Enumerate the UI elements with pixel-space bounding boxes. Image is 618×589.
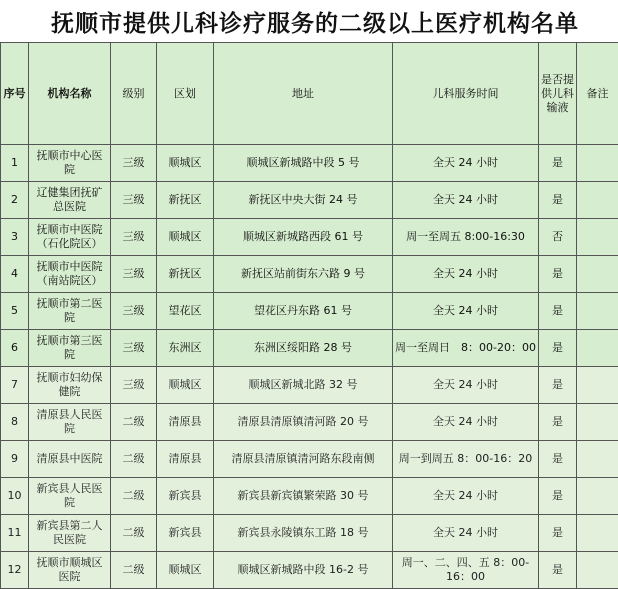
cell-district: 清原县 bbox=[157, 404, 214, 441]
cell-remarks bbox=[577, 182, 618, 219]
cell-hours: 全天 24 小时 bbox=[393, 478, 539, 515]
cell-district: 新宾县 bbox=[157, 478, 214, 515]
table-row bbox=[1, 182, 618, 219]
table-row bbox=[1, 256, 618, 293]
cell-name: 抚顺市中心医院 bbox=[29, 145, 111, 182]
cell-index: 10 bbox=[1, 478, 29, 515]
cell-index: 12 bbox=[1, 552, 29, 589]
cell-index: 3 bbox=[1, 219, 29, 256]
cell-hours: 周一到周五 8：00-16：20 bbox=[393, 441, 539, 478]
cell-index: 5 bbox=[1, 293, 29, 330]
cell-infusion: 是 bbox=[539, 293, 577, 330]
cell-infusion: 是 bbox=[539, 330, 577, 367]
cell-hours: 全天 24 小时 bbox=[393, 145, 539, 182]
table-row bbox=[1, 404, 618, 441]
cell-district: 新抚区 bbox=[157, 182, 214, 219]
cell-name: 新宾县第二人民医院 bbox=[29, 515, 111, 552]
cell-address: 顺城区新城北路 32 号 bbox=[214, 367, 393, 404]
cell-level: 三级 bbox=[111, 219, 157, 256]
cell-infusion: 否 bbox=[539, 219, 577, 256]
cell-index: 4 bbox=[1, 256, 29, 293]
cell-name: 抚顺市中医院（石化院区） bbox=[29, 219, 111, 256]
header-index: 序号 bbox=[1, 43, 29, 145]
cell-infusion: 是 bbox=[539, 515, 577, 552]
cell-name: 抚顺市妇幼保健院 bbox=[29, 367, 111, 404]
cell-district: 新宾县 bbox=[157, 515, 214, 552]
header-address: 地址 bbox=[214, 43, 393, 145]
table-row bbox=[1, 478, 618, 515]
cell-remarks bbox=[577, 219, 618, 256]
cell-hours: 全天 24 小时 bbox=[393, 515, 539, 552]
table-header bbox=[1, 43, 618, 145]
cell-district: 顺城区 bbox=[157, 219, 214, 256]
cell-infusion: 是 bbox=[539, 552, 577, 589]
cell-remarks bbox=[577, 256, 618, 293]
cell-level: 三级 bbox=[111, 293, 157, 330]
cell-name: 抚顺市第二医院 bbox=[29, 293, 111, 330]
cell-remarks bbox=[577, 367, 618, 404]
table-row bbox=[1, 515, 618, 552]
cell-level: 三级 bbox=[111, 256, 157, 293]
cell-address: 新抚区站前街东六路 9 号 bbox=[214, 256, 393, 293]
cell-name: 抚顺市顺城区医院 bbox=[29, 552, 111, 589]
header-district: 区划 bbox=[157, 43, 214, 145]
cell-remarks bbox=[577, 404, 618, 441]
cell-index: 1 bbox=[1, 145, 29, 182]
cell-address: 顺城区新城路西段 61 号 bbox=[214, 219, 393, 256]
hospital-table bbox=[0, 42, 618, 589]
cell-level: 二级 bbox=[111, 478, 157, 515]
cell-district: 清原县 bbox=[157, 441, 214, 478]
table-row bbox=[1, 145, 618, 182]
cell-address: 顺城区新城路中段 16-2 号 bbox=[214, 552, 393, 589]
cell-hours: 全天 24 小时 bbox=[393, 256, 539, 293]
cell-index: 9 bbox=[1, 441, 29, 478]
cell-name: 清原县人民医院 bbox=[29, 404, 111, 441]
header-level: 级别 bbox=[111, 43, 157, 145]
cell-district: 新抚区 bbox=[157, 256, 214, 293]
cell-infusion: 是 bbox=[539, 256, 577, 293]
header-remarks: 备注 bbox=[577, 43, 618, 145]
table-row bbox=[1, 367, 618, 404]
header-hours: 儿科服务时间 bbox=[393, 43, 539, 145]
cell-hours: 周一至周日 8：00-20：00 bbox=[393, 330, 539, 367]
table-row bbox=[1, 219, 618, 256]
cell-district: 望花区 bbox=[157, 293, 214, 330]
header-row bbox=[1, 43, 618, 145]
cell-index: 2 bbox=[1, 182, 29, 219]
table-row bbox=[1, 441, 618, 478]
cell-level: 三级 bbox=[111, 367, 157, 404]
cell-remarks bbox=[577, 330, 618, 367]
cell-district: 东洲区 bbox=[157, 330, 214, 367]
cell-district: 顺城区 bbox=[157, 552, 214, 589]
cell-remarks bbox=[577, 293, 618, 330]
cell-level: 三级 bbox=[111, 330, 157, 367]
cell-infusion: 是 bbox=[539, 441, 577, 478]
page-title: 抚顺市提供儿科诊疗服务的二级以上医疗机构名单 bbox=[0, 0, 618, 42]
cell-address: 顺城区新城路中段 5 号 bbox=[214, 145, 393, 182]
cell-name: 抚顺市第三医院 bbox=[29, 330, 111, 367]
cell-level: 三级 bbox=[111, 182, 157, 219]
table-row bbox=[1, 552, 618, 589]
cell-address: 新宾县新宾镇繁荣路 30 号 bbox=[214, 478, 393, 515]
cell-address: 新抚区中央大街 24 号 bbox=[214, 182, 393, 219]
cell-name: 清原县中医院 bbox=[29, 441, 111, 478]
cell-level: 二级 bbox=[111, 552, 157, 589]
cell-remarks bbox=[577, 515, 618, 552]
table-row bbox=[1, 293, 618, 330]
cell-level: 三级 bbox=[111, 145, 157, 182]
cell-remarks bbox=[577, 145, 618, 182]
cell-remarks bbox=[577, 478, 618, 515]
header-infusion: 是否提供儿科输液 bbox=[539, 43, 577, 145]
cell-infusion: 是 bbox=[539, 404, 577, 441]
cell-hours: 周一至周五 8:00-16:30 bbox=[393, 219, 539, 256]
cell-infusion: 是 bbox=[539, 367, 577, 404]
cell-district: 顺城区 bbox=[157, 367, 214, 404]
cell-name: 抚顺市中医院（南站院区） bbox=[29, 256, 111, 293]
cell-name: 辽健集团抚矿总医院 bbox=[29, 182, 111, 219]
cell-index: 7 bbox=[1, 367, 29, 404]
cell-remarks bbox=[577, 552, 618, 589]
cell-index: 6 bbox=[1, 330, 29, 367]
cell-infusion: 是 bbox=[539, 145, 577, 182]
cell-level: 二级 bbox=[111, 515, 157, 552]
cell-address: 东洲区绥阳路 28 号 bbox=[214, 330, 393, 367]
header-name: 机构名称 bbox=[29, 43, 111, 145]
table-row bbox=[1, 330, 618, 367]
cell-address: 清原县清原镇清河路 20 号 bbox=[214, 404, 393, 441]
cell-hours: 全天 24 小时 bbox=[393, 293, 539, 330]
cell-name: 新宾县人民医院 bbox=[29, 478, 111, 515]
cell-hours: 全天 24 小时 bbox=[393, 367, 539, 404]
cell-district: 顺城区 bbox=[157, 145, 214, 182]
cell-infusion: 是 bbox=[539, 182, 577, 219]
cell-hours: 周一、二、四、五 8：00-16：00 bbox=[393, 552, 539, 589]
cell-hours: 全天 24 小时 bbox=[393, 182, 539, 219]
cell-infusion: 是 bbox=[539, 478, 577, 515]
cell-level: 二级 bbox=[111, 441, 157, 478]
cell-address: 清原县清原镇清河路东段南侧 bbox=[214, 441, 393, 478]
cell-address: 新宾县永陵镇东工路 18 号 bbox=[214, 515, 393, 552]
cell-remarks bbox=[577, 441, 618, 478]
cell-index: 8 bbox=[1, 404, 29, 441]
cell-index: 11 bbox=[1, 515, 29, 552]
cell-address: 望花区丹东路 61 号 bbox=[214, 293, 393, 330]
cell-hours: 全天 24 小时 bbox=[393, 404, 539, 441]
cell-level: 二级 bbox=[111, 404, 157, 441]
table-body bbox=[1, 145, 618, 589]
